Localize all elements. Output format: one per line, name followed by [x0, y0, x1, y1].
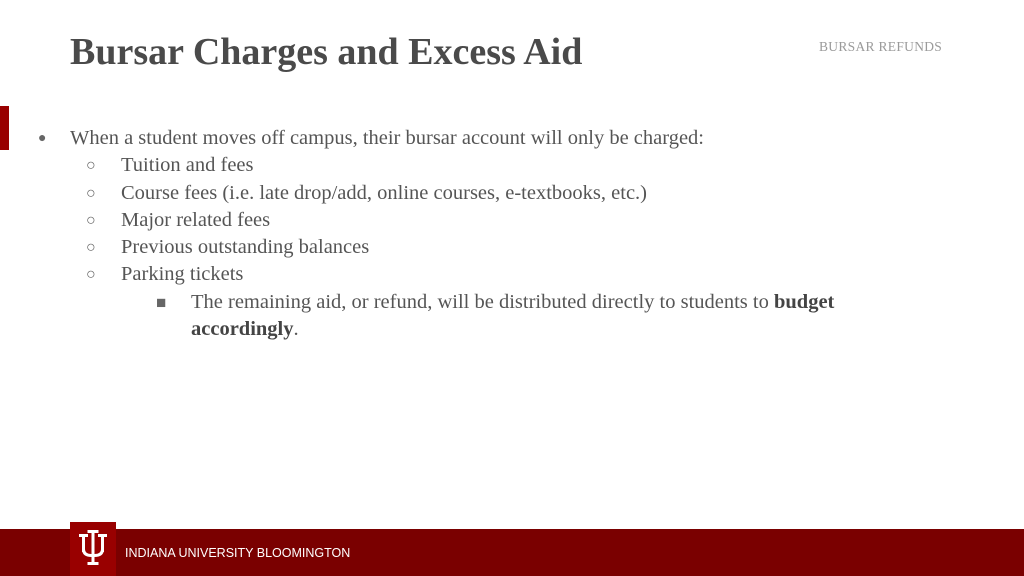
square-bullet-icon: ■ — [156, 292, 167, 312]
charge-item-text: Major related fees — [121, 208, 271, 231]
charge-item — [0, 152, 1024, 179]
slide-content — [0, 125, 1024, 343]
refund-note-emphasis: budget accordingly — [191, 290, 835, 341]
charge-item — [0, 261, 1024, 288]
charge-item — [0, 180, 1024, 207]
charge-item-text: Tuition and fees — [121, 154, 254, 177]
iu-trident-icon — [70, 522, 116, 576]
refund-note-prefix: The remaining aid, or refund, will be distributed directly to students to — [191, 290, 774, 313]
hollow-circle-bullet-icon: ○ — [86, 239, 96, 257]
refund-note — [0, 289, 1024, 344]
hollow-circle-bullet-icon: ○ — [86, 211, 96, 229]
refund-note-suffix: . — [293, 318, 299, 341]
bullet-intro — [0, 125, 1024, 152]
charge-item — [0, 207, 1024, 234]
hollow-circle-bullet-icon: ○ — [86, 266, 96, 284]
charge-item — [0, 234, 1024, 261]
section-label: BURSAR REFUNDS — [819, 39, 943, 54]
refund-note-text — [191, 289, 921, 344]
footer-university-name: INDIANA UNIVERSITY BLOOMINGTON — [125, 546, 351, 560]
hollow-circle-bullet-icon: ○ — [86, 157, 96, 175]
charge-item-text: Previous outstanding balances — [121, 236, 370, 259]
charge-item-text: Course fees (i.e. late drop/add, online courses, e-textbooks, etc.) — [121, 181, 647, 204]
charge-item-text: Parking tickets — [121, 263, 244, 286]
slide-title: Bursar Charges and Excess Aid — [70, 31, 583, 73]
filled-circle-bullet-icon: ● — [38, 131, 47, 146]
intro-text: When a student moves off campus, their bursar account will only be charged: — [70, 127, 704, 149]
hollow-circle-bullet-icon: ○ — [86, 184, 96, 202]
